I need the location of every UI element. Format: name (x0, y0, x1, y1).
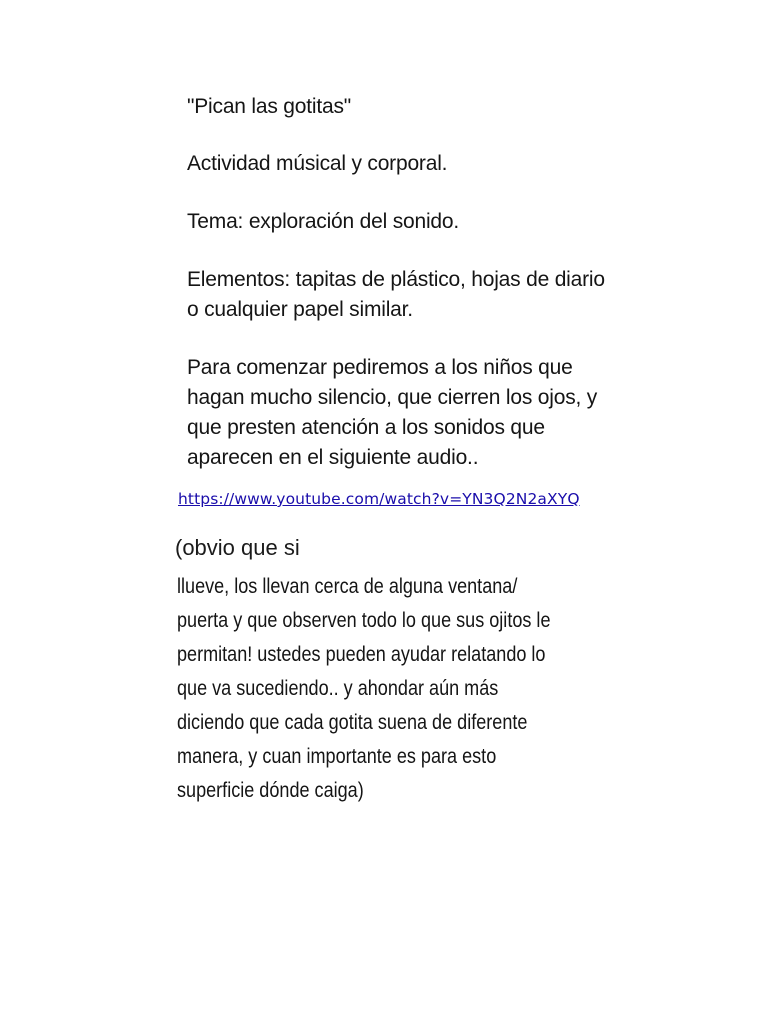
instructions-line: aparecen en el siguiente audio.. (187, 446, 479, 469)
elements-line: Elementos: tapitas de plástico, hojas de diario (187, 268, 605, 291)
aside-line: superficie dónde caiga) (177, 779, 364, 802)
activity-type: Actividad músical y corporal. (187, 152, 448, 175)
elements-line: o cualquier papel similar. (187, 298, 413, 321)
aside-note (177, 570, 555, 808)
activity-theme: Tema: exploración del sonido. (187, 210, 460, 233)
aside-opening: (obvio que si (175, 535, 300, 560)
instructions-line: Para comenzar pediremos a los niños que (187, 356, 573, 379)
instructions-line: que presten atención a los sonidos que (187, 416, 545, 439)
activity-instructions (187, 353, 657, 473)
aside-line: llueve, los llevan cerca de alguna ventana/ (177, 575, 518, 598)
activity-title: "Pican las gotitas" (187, 95, 352, 118)
activity-elements (187, 265, 657, 325)
aside-line: que va sucediendo.. y ahondar aún más (177, 677, 499, 700)
youtube-link[interactable]: https://www.youtube.com/watch?v=YN3Q2N2aXYQ (178, 490, 580, 508)
aside-line: diciendo que cada gotita suena de diferente (177, 711, 528, 734)
aside-line: manera, y cuan importante es para esto (177, 745, 497, 768)
activity-description (187, 92, 657, 501)
aside-line: puerta y que observen todo lo que sus ojitos le (177, 609, 551, 632)
instructions-line: hagan mucho silencio, que cierren los ojos, y (187, 386, 598, 409)
aside-line: permitan! ustedes pueden ayudar relatando lo (177, 643, 546, 666)
